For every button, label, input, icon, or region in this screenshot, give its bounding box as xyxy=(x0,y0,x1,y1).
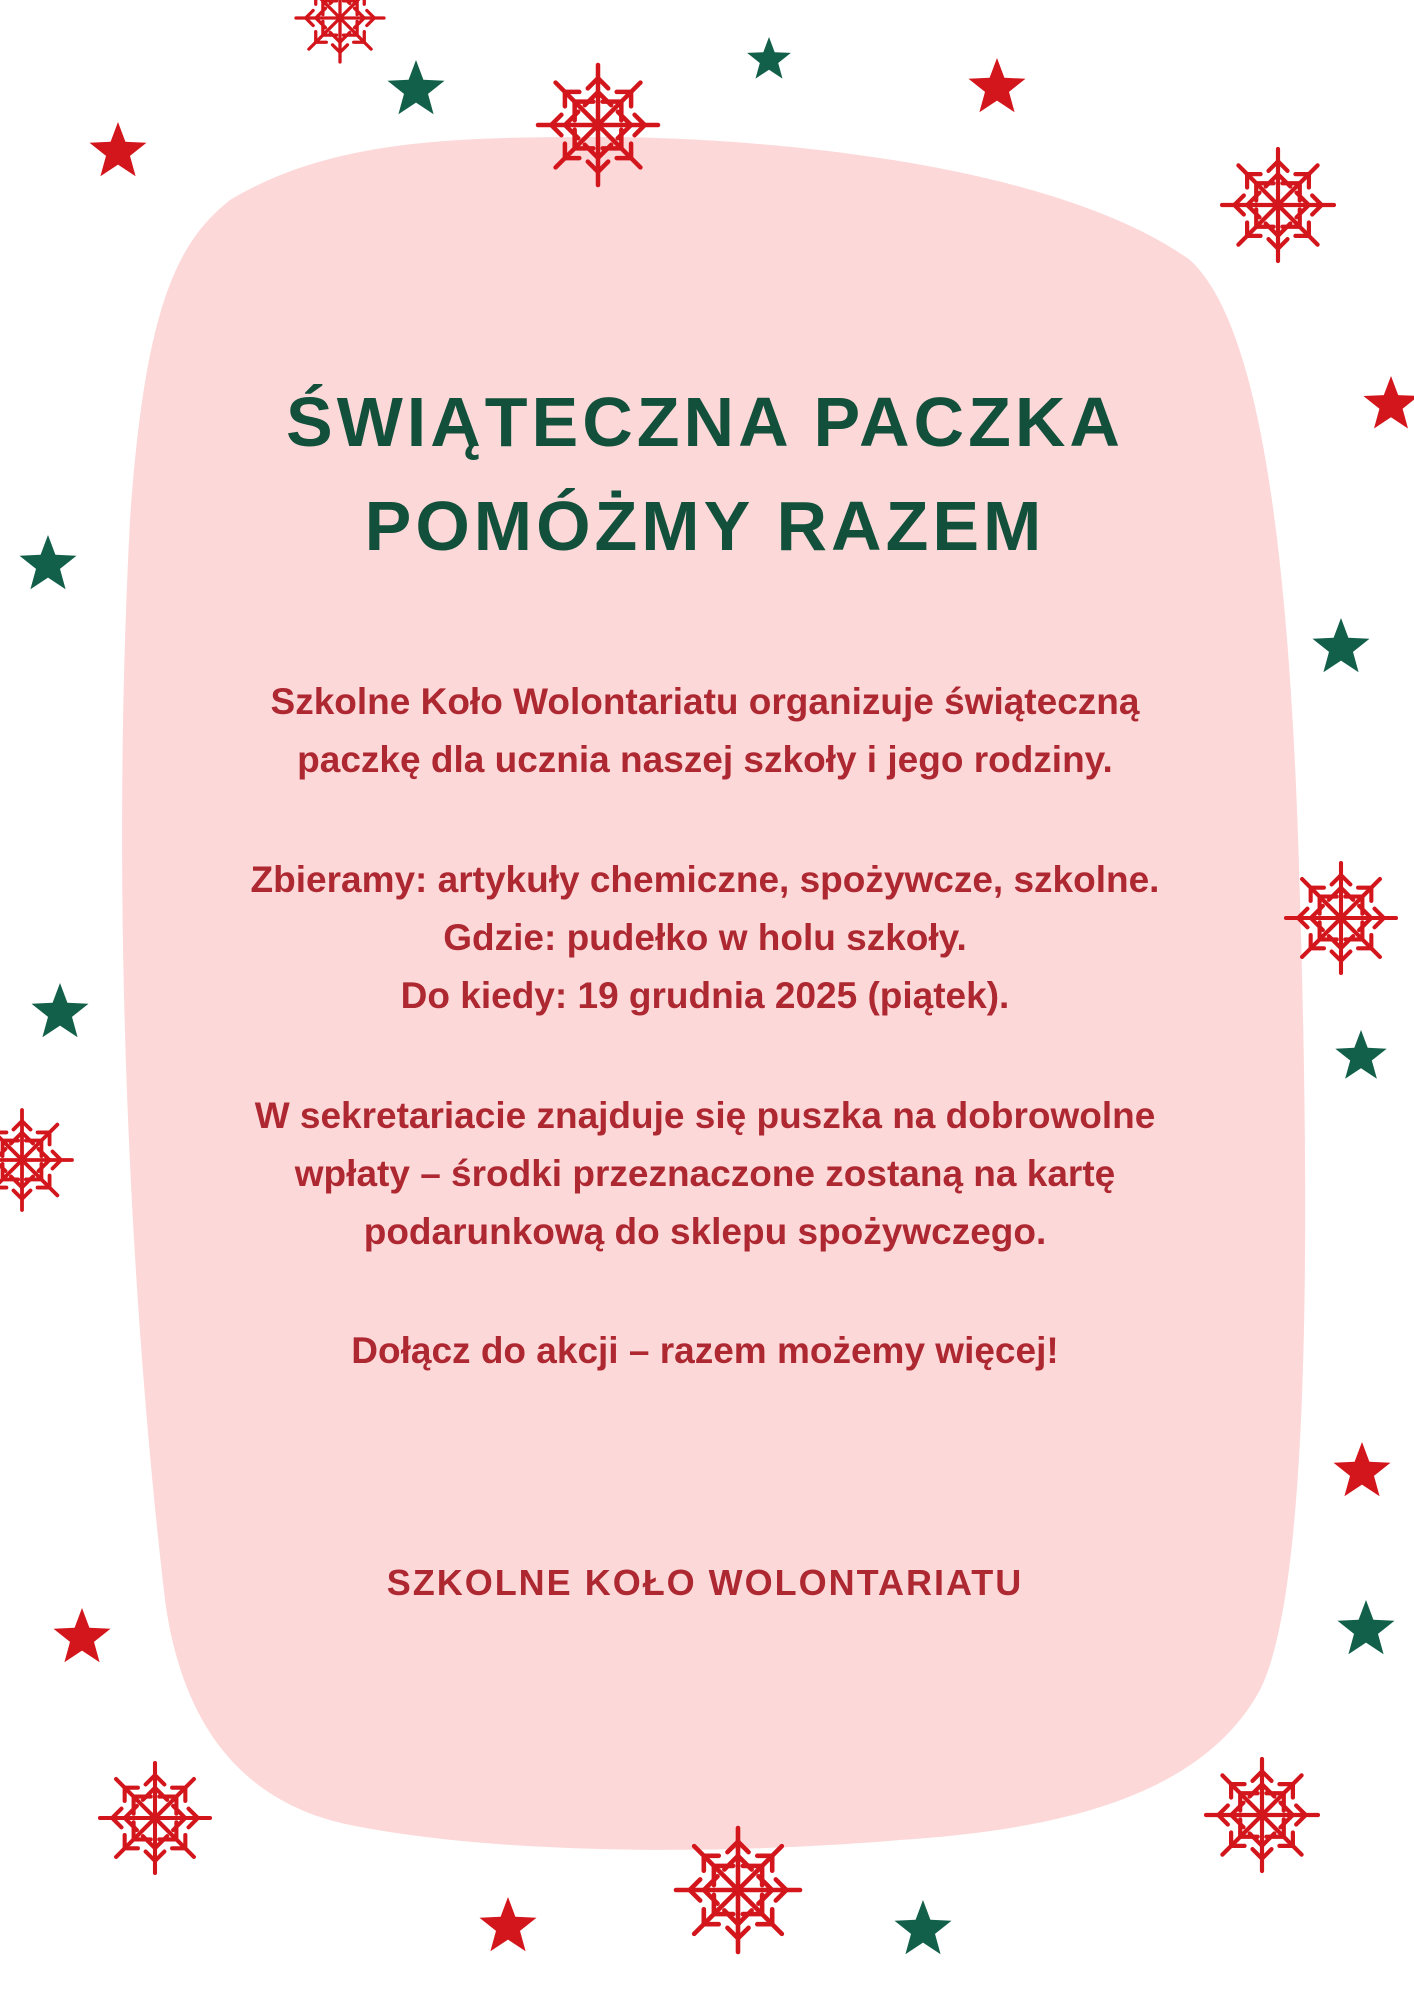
details-deadline: Do kiedy: 19 grudnia 2025 (piątek). xyxy=(400,975,1010,1016)
intro-line-2: paczkę dla ucznia naszej szkoły i jego rodziny. xyxy=(297,739,1113,780)
donation-line-3: podarunkową do sklepu spożywczego. xyxy=(363,1211,1047,1252)
details-where: Gdzie: pudełko w holu szkoły. xyxy=(443,917,967,958)
call-to-action-text: Dołącz do akcji – razem możemy więcej! xyxy=(351,1330,1059,1371)
intro-line-1: Szkolne Koło Wolontariatu organizuje świąteczną xyxy=(270,681,1140,722)
organizer-signature: SZKOLNE KOŁO WOLONTARIATU xyxy=(386,1562,1024,1603)
donation-line-2: wpłaty – środki przeznaczone zostaną na kartę xyxy=(294,1153,1116,1194)
call-to-action xyxy=(130,1322,1280,1380)
title-line-1: ŚWIĄTECZNA PACZKA xyxy=(286,383,1124,461)
donation-line-1: W sekretariacie znajduje się puszka na dobrowolne xyxy=(254,1095,1156,1136)
title-line-2: POMÓŻMY RAZEM xyxy=(364,487,1046,565)
details-paragraph xyxy=(130,851,1280,1025)
donation-paragraph xyxy=(130,1087,1280,1261)
details-what: Zbieramy: artykuły chemiczne, spożywcze, szkolne. xyxy=(250,859,1160,900)
poster-title xyxy=(150,370,1260,578)
intro-paragraph xyxy=(130,673,1280,789)
